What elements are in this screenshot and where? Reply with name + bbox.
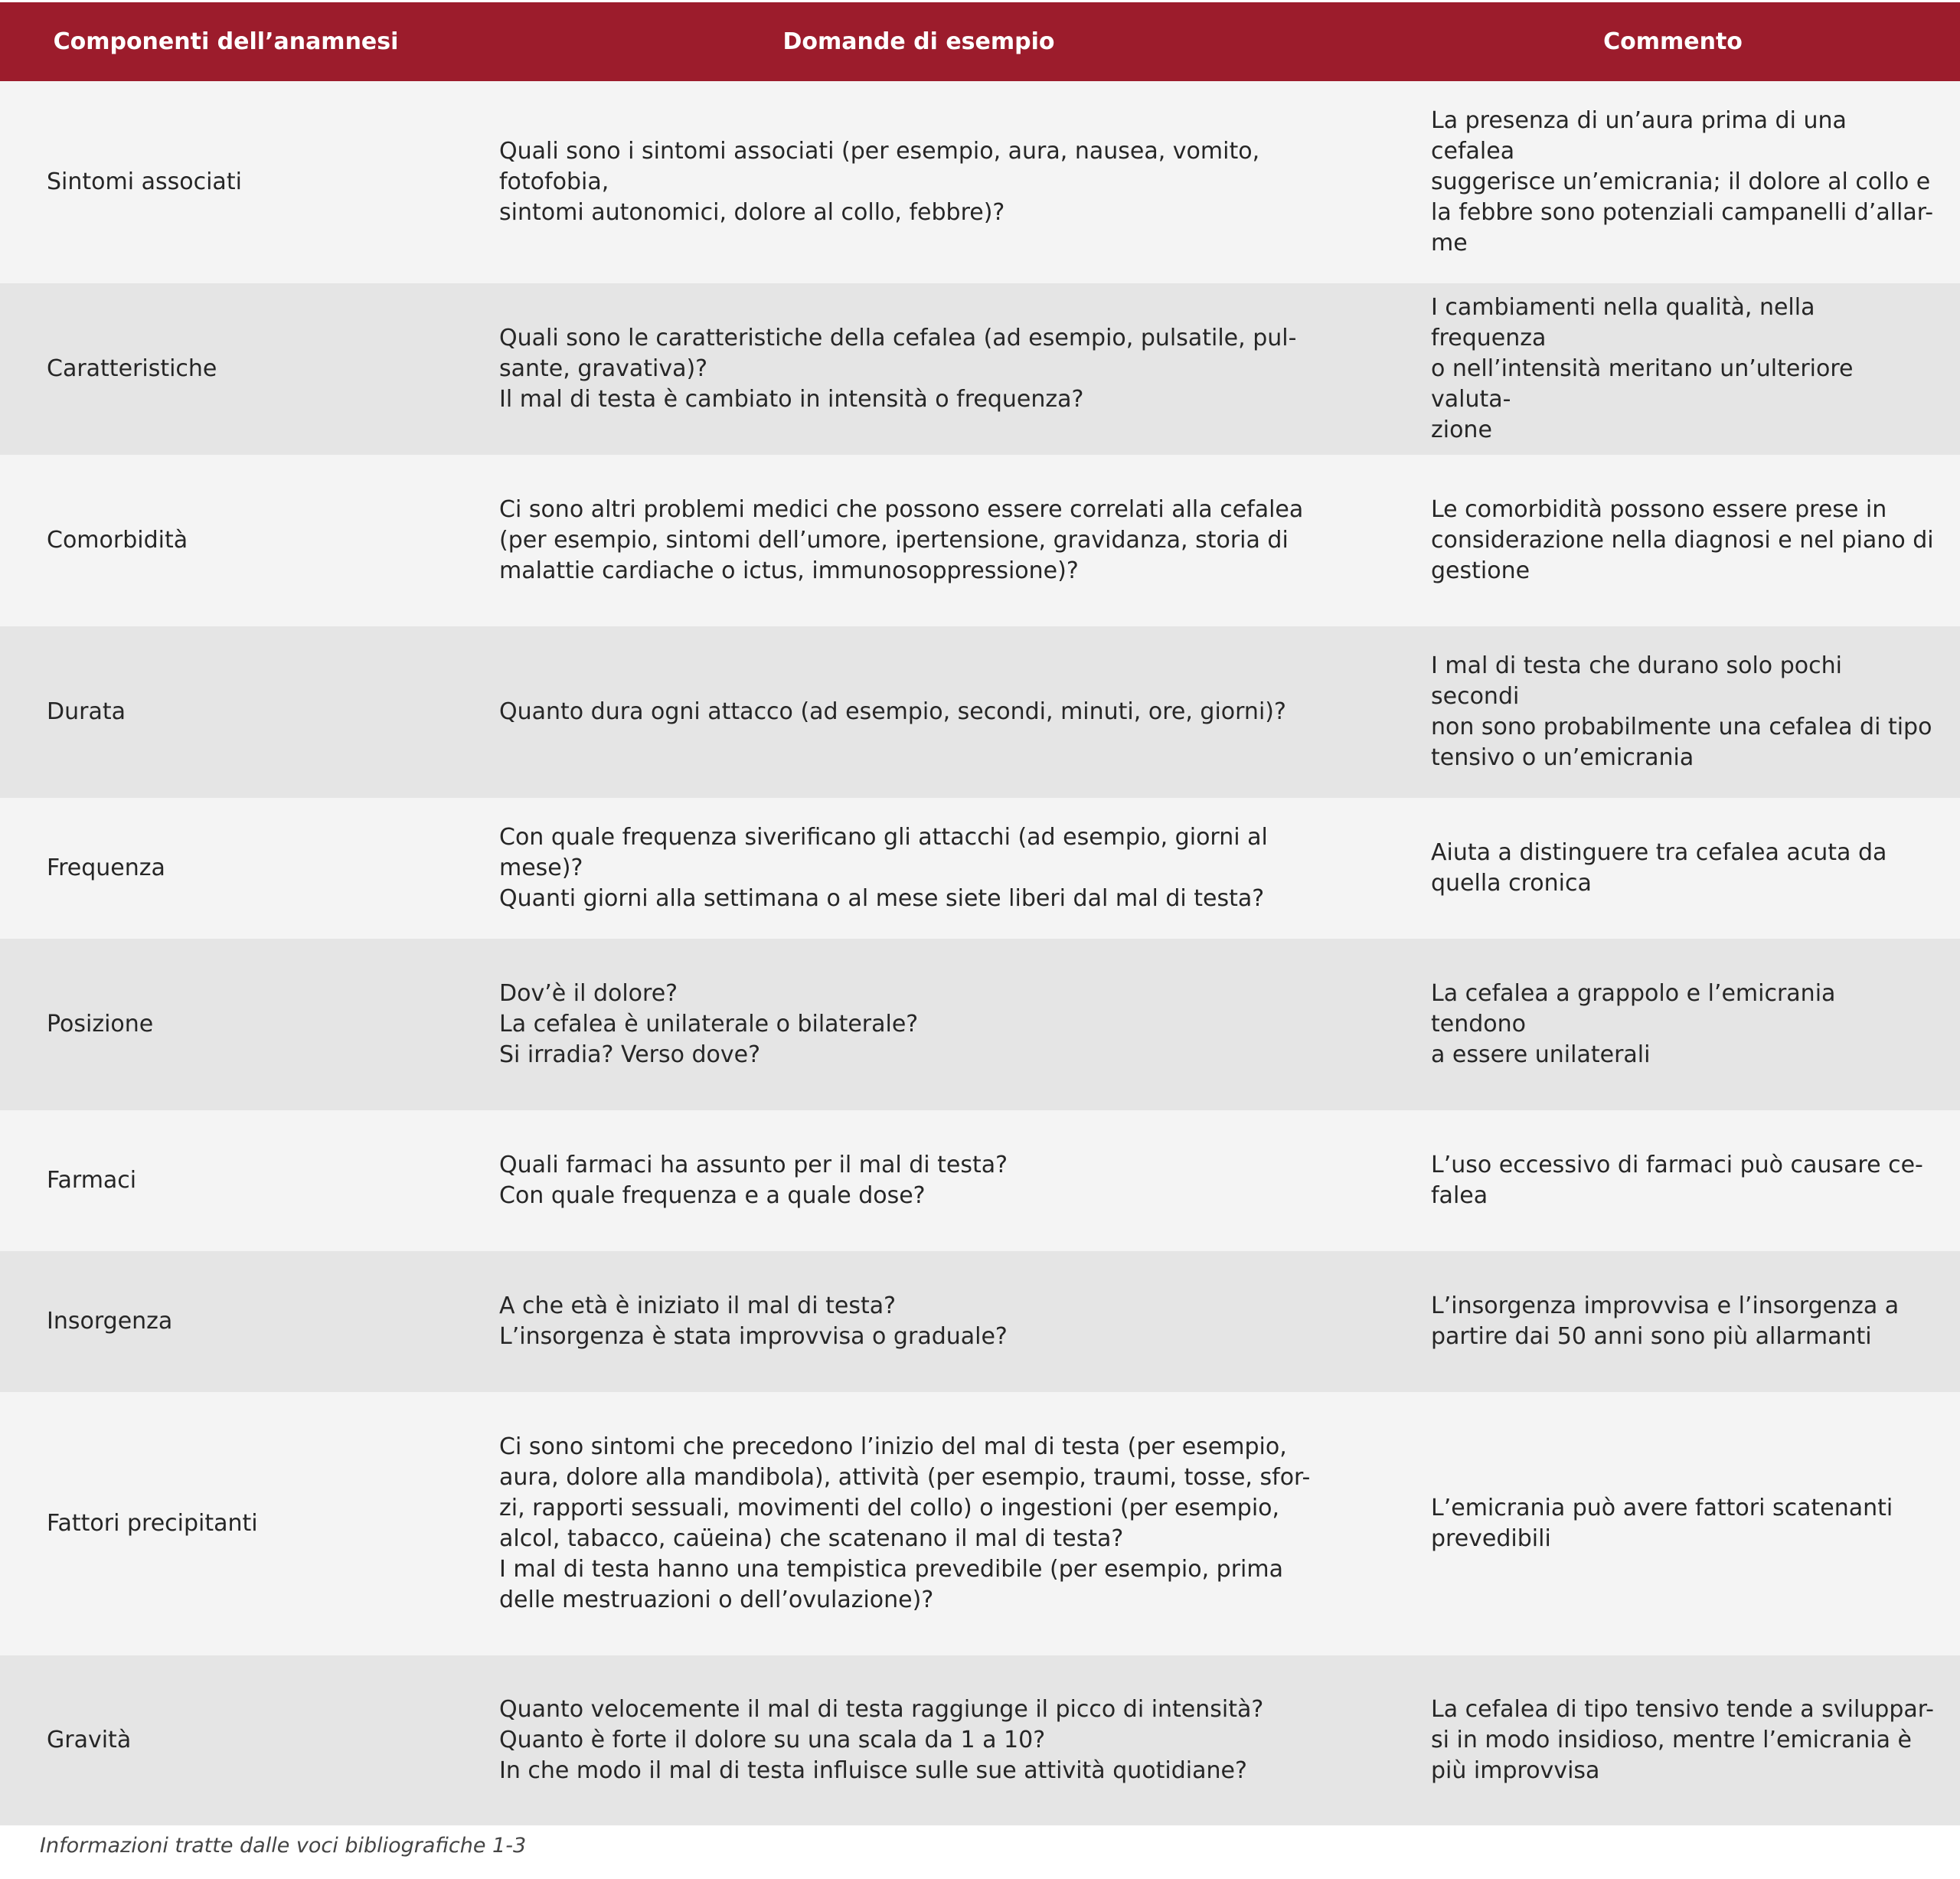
- row-component: Comorbidità: [47, 527, 188, 554]
- row-questions: Quali sono le caratteristiche della cefalea (ad esempio, pulsatile, pul- sante, gravativa)? Il mal di testa è cambiato in intensità o frequenza?: [499, 325, 1297, 413]
- table-row: [0, 283, 1960, 455]
- row-comment: La cefalea a grappolo e l’emicrania tendono a essere unilaterali: [1431, 980, 1836, 1068]
- row-questions: Con quale frequenza siverificano gli attacchi (ad esempio, giorni al mese)? Quanti giorni alla settimana o al mese siete liberi dal mal di testa?: [499, 824, 1268, 912]
- header-questions: Domande di esempio: [782, 28, 1055, 55]
- table-row: [0, 798, 1960, 939]
- row-questions: Quali farmaci ha assunto per il mal di testa? Con quale frequenza e a quale dose?: [499, 1152, 1008, 1209]
- row-questions: Quali sono i sintomi associati (per esempio, aura, nausea, vomito, fotofobia, sintomi autonomici, dolore al collo, febbre)?: [499, 138, 1260, 226]
- table-row: [0, 626, 1960, 798]
- table-row: [0, 939, 1960, 1110]
- row-questions: A che età è iniziato il mal di testa? L’insorgenza è stata improvvisa o graduale?: [499, 1292, 1008, 1350]
- row-comment: La presenza di un’aura prima di una cefalea suggerisce un’emicrania; il dolore al collo e la febbre sono potenziali campanelli d’allar- me: [1431, 107, 1934, 257]
- row-comment: Aiuta a distinguere tra cefalea acuta da quella cronica: [1431, 839, 1887, 897]
- row-questions: Quanto velocemente il mal di testa raggiunge il picco di intensità? Quanto è forte il dolore su una scala da 1 a 10? In che modo il mal di testa influisce sulle sue attività quotidiane?: [499, 1696, 1264, 1784]
- table-header: [0, 2, 1960, 81]
- table-row: [0, 455, 1960, 626]
- row-component: Frequenza: [47, 855, 165, 881]
- table-row: [0, 1392, 1960, 1655]
- row-questions: Quanto dura ogni attacco (ad esempio, secondi, minuti, ore, giorni)?: [499, 698, 1286, 725]
- header-components: Componenti dell’anamnesi: [53, 28, 399, 55]
- table-row: [0, 1655, 1960, 1825]
- table-row: [0, 1251, 1960, 1392]
- header-comment: Commento: [1603, 28, 1743, 55]
- row-component: Posizione: [47, 1011, 154, 1038]
- row-comment: I cambiamenti nella qualità, nella frequenza o nell’intensità meritano un’ulteriore valuta- zione: [1431, 294, 1854, 443]
- row-component: Sintomi associati: [47, 168, 242, 195]
- row-component: Durata: [47, 698, 126, 725]
- row-questions: Ci sono sintomi che precedono l’inizio del mal di testa (per esempio, aura, dolore alla mandibola), attività (per esempio, traumi, tosse, sfor- zi, rapporti sessuali, movimenti del collo) o ingestioni (per esempio, alcol, tabacco, caüeina) che scatenano il mal di testa? I mal di testa hanno una tempistica prevedibile (per esempio, prima delle mestruazioni o dell’ovulazione)?: [499, 1433, 1311, 1613]
- row-comment: I mal di testa che durano solo pochi secondi non sono probabilmente una cefalea di tipo tensivo o un’emicrania: [1431, 652, 1932, 771]
- row-component: Insorgenza: [47, 1308, 173, 1335]
- row-component: Farmaci: [47, 1167, 137, 1194]
- source-caption: Informazioni tratte dalle voci bibliografiche 1-3: [40, 1834, 527, 1858]
- row-comment: L’emicrania può avere fattori scatenanti prevedibili: [1431, 1495, 1893, 1552]
- row-questions: Dov’è il dolore? La cefalea è unilaterale o bilaterale? Si irradia? Verso dove?: [499, 980, 919, 1068]
- row-questions: Ci sono altri problemi medici che possono essere correlati alla cefalea (per esempio, sintomi dell’umore, ipertensione, gravidanza, storia di malattie cardiache o ictus, immunosoppressione)?: [499, 496, 1304, 584]
- row-component: Caratteristiche: [47, 355, 217, 382]
- row-comment: La cefalea di tipo tensivo tende a sviluppar- si in modo insidioso, mentre l’emicrania è più improvvisa: [1431, 1696, 1934, 1784]
- row-component: Gravità: [47, 1727, 132, 1753]
- row-comment: L’insorgenza improvvisa e l’insorgenza a partire dai 50 anni sono più allarmanti: [1431, 1292, 1900, 1350]
- table-row: [0, 81, 1960, 283]
- table-row: [0, 1110, 1960, 1251]
- row-comment: L’uso eccessivo di farmaci può causare ce- falea: [1431, 1152, 1923, 1209]
- row-component: Fattori precipitanti: [47, 1510, 258, 1537]
- row-comment: Le comorbidità possono essere prese in considerazione nella diagnosi e nel piano di gestione: [1431, 496, 1934, 584]
